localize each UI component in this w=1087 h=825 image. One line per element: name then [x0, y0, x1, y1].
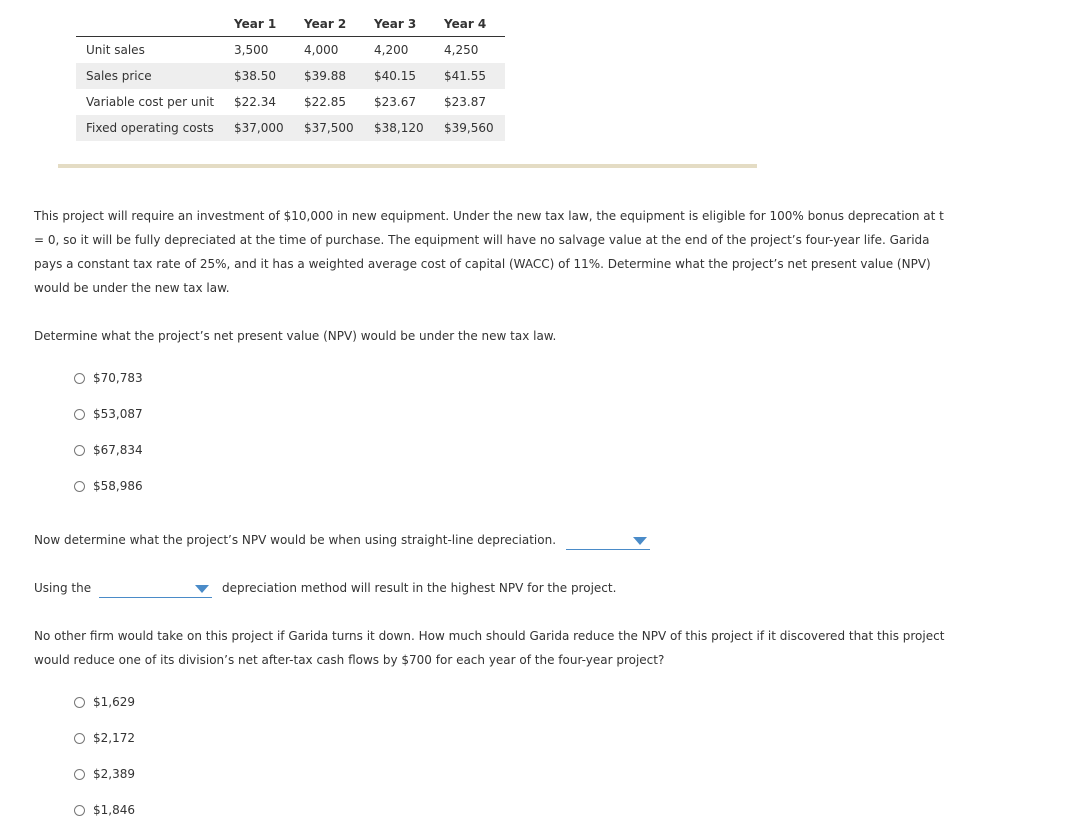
- radio-button[interactable]: [74, 481, 85, 492]
- row-label: Variable cost per unit: [86, 95, 215, 109]
- section-divider: [58, 164, 757, 168]
- option-label: $2,172: [93, 731, 135, 745]
- chevron-down-icon: [633, 537, 647, 545]
- table-header-year-3: Year 3: [364, 12, 434, 37]
- question-3-suffix: depreciation method will result in the highest NPV for the project.: [222, 581, 617, 595]
- table-cell: $39.88: [294, 63, 364, 89]
- q4-option-1[interactable]: [74, 694, 135, 710]
- table-row: [76, 89, 505, 115]
- table-cell: $38,120: [364, 115, 434, 141]
- table-cell: 4,000: [304, 43, 339, 57]
- radio-button[interactable]: [74, 445, 85, 456]
- radio-button[interactable]: [74, 769, 85, 780]
- table-cell: $39,560: [434, 115, 505, 141]
- table-cell: $40.15: [364, 63, 434, 89]
- option-label: $2,389: [93, 767, 135, 781]
- table-row: [76, 115, 505, 141]
- row-label: Fixed operating costs: [76, 115, 224, 141]
- option-label: $58,986: [93, 479, 143, 493]
- table-cell: $23.67: [374, 95, 416, 109]
- option-label: $67,834: [93, 443, 143, 457]
- table-header-blank: [76, 12, 224, 37]
- table-cell: $23.87: [444, 95, 486, 109]
- question-2-prompt: Now determine what the project’s NPV would be when using straight-line depreciation.: [34, 533, 557, 547]
- radio-button[interactable]: [74, 733, 85, 744]
- question-3-prefix: Using the: [34, 581, 92, 595]
- question-1-prompt: Determine what the project’s net present value (NPV) would be under the new tax law.: [34, 329, 557, 343]
- straight-line-npv-dropdown[interactable]: [566, 533, 650, 550]
- table-cell: 4,250: [444, 43, 479, 57]
- question-4-prompt: No other firm would take on this project if Garida turns it down. How much should Garida reduce the NPV of this project if it discovered that this project would reduce one of its division’s net after-tax cash flows by $700 for each year of the four-year project?: [34, 629, 945, 667]
- q1-option-2[interactable]: [74, 406, 143, 422]
- q4-option-3[interactable]: [74, 766, 135, 782]
- option-label: $1,629: [93, 695, 135, 709]
- q1-option-4[interactable]: [74, 478, 143, 494]
- radio-button[interactable]: [74, 373, 85, 384]
- table-cell: $41.55: [434, 63, 505, 89]
- row-label: Sales price: [76, 63, 224, 89]
- q1-option-3[interactable]: [74, 442, 143, 458]
- table-header-year-1: Year 1: [224, 12, 294, 37]
- intro-paragraph: This project will require an investment of $10,000 in new equipment. Under the new tax law, the equipment is eligible for 100% bonus deprecation at t = 0, so it will be fully depreciated at the time of purchase. The equipment will have no salvage value at the end of the project’s four-year life. Garida pays a constant tax rate of 25%, and it has a weighted average cost of capital (WACC) of 11%. Determine what the project’s net present value (NPV) would be under the new tax law.: [34, 209, 944, 295]
- table-cell: $22.85: [304, 95, 346, 109]
- table-row: [76, 63, 505, 89]
- radio-button[interactable]: [74, 409, 85, 420]
- depreciation-method-dropdown[interactable]: [99, 581, 212, 598]
- q4-option-4[interactable]: [74, 802, 135, 818]
- table-cell: $22.34: [234, 95, 276, 109]
- table-header-year-4: Year 4: [434, 12, 505, 37]
- q1-option-1[interactable]: [74, 370, 143, 386]
- table-cell: $37,000: [224, 115, 294, 141]
- option-label: $1,846: [93, 803, 135, 817]
- radio-button[interactable]: [74, 697, 85, 708]
- chevron-down-icon: [195, 585, 209, 593]
- option-label: $53,087: [93, 407, 143, 421]
- option-label: $70,783: [93, 371, 143, 385]
- table-cell: 3,500: [234, 43, 269, 57]
- cash-flow-data-table: [76, 12, 505, 141]
- radio-button[interactable]: [74, 805, 85, 816]
- table-row: [76, 37, 505, 64]
- table-cell: 4,200: [374, 43, 409, 57]
- table-cell: $37,500: [294, 115, 364, 141]
- table-header-row: [76, 12, 505, 37]
- table-cell: $38.50: [224, 63, 294, 89]
- row-label: Unit sales: [86, 43, 145, 57]
- q4-option-2[interactable]: [74, 730, 135, 746]
- table-header-year-2: Year 2: [294, 12, 364, 37]
